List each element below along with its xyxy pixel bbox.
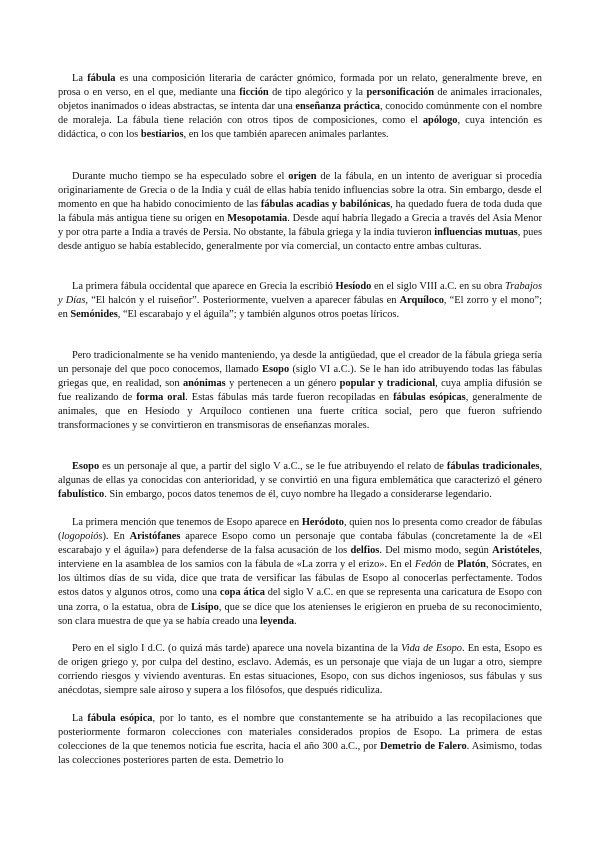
bold-term: ficción (239, 87, 269, 99)
bold-term: Mesopotamia (227, 213, 288, 225)
text-run: . Desde aquí habría llegado a Grecia a través del Asia Menor y por otra parte a India a través de Persia. No obstante, la fábula griega y la india tuvieron (58, 213, 542, 239)
bold-term: copa ática (219, 587, 265, 599)
bold-term: Platón (457, 559, 486, 571)
bold-term: Hesíodo (335, 281, 372, 292)
text-run: Durante mucho tiempo se ha especulado sobre el (72, 171, 289, 182)
bold-term: Esopo (72, 461, 100, 472)
italic-title: logopoiós (61, 531, 103, 543)
bold-term: Heródoto (301, 517, 344, 528)
text-run: , “El escarabajo y el águila”; y también algunos otros poetas líricos. (117, 309, 400, 321)
bold-term: delfios (350, 545, 380, 557)
bold-term: fábulas acadias y babilónicas (260, 199, 391, 211)
bold-term: Arquíloco (399, 295, 444, 307)
text-run: de tipo alegórico y la (268, 87, 367, 99)
bold-term: Demetrio de Falero (380, 741, 467, 753)
text-run: La primera mención que tenemos de Esopo aparece en (72, 517, 302, 528)
text-run: . Asimismo, todas las colecciones posteriores parten de esta. Demetrio lo (58, 741, 542, 767)
text-run: , generalmente de animales, que en Hesíodo y Arquíloco contienen una fuerte crítica social, pero que fueron sufriendo transformaciones y se convirtieron en transmisoras de enseñanzas morales. (58, 392, 543, 432)
paragraph-2 (58, 170, 542, 255)
text-run: y pertenecen a un género (225, 378, 340, 390)
text-run: , cuya intención es didáctica, o con los (58, 115, 542, 141)
text-run: , que se dice que los atenienses le erigieron en prueba de su reconocimiento, son clara muestra de que ya se había creado una (58, 601, 542, 627)
bold-term: Esopo (262, 364, 290, 376)
text-run: . Estas fábulas más tarde fueron recopiladas en (185, 392, 394, 404)
bold-term: fábula esópica (87, 713, 153, 724)
bold-term: Aristóteles (492, 545, 540, 557)
bold-term: Lisipo (191, 601, 219, 613)
text-run: de la fábula, en un intento de averiguar si procedía originariamente de Grecia o de la India y cuál de ellas había tenido influencias sobre la otra. Sin embargo, desde el momento en que ha habido conocimiento de las (58, 171, 542, 211)
paragraph-1 (58, 72, 542, 142)
bold-term: Aristófanes (129, 531, 181, 543)
text-run: , conocido comúnmente con el nombre de moraleja. La fábula tiene relación con otros tipos de composiciones, como el (58, 101, 542, 127)
text-run: , Sócrates, en los últimos días de su vida, dice que trata de versificar las fábulas de Esopo al conocerlas perfectamente. Todos estos datos y algunos otros, como una (58, 559, 542, 599)
text-run: aparece Esopo como un personaje que contaba fábulas (concretamente la de «El escarabajo y el águila») para defenderse de la falsa acusación de los (58, 531, 542, 557)
bold-term: influencias mutuas (434, 227, 518, 239)
bold-term: apólogo (422, 115, 458, 127)
text-run: , pues desde antiguo se había establecido, generalmente por vía comercial, un contacto entre ambas culturas. (58, 227, 542, 253)
bold-term: popular y tradicional (339, 378, 436, 390)
bold-term: anónimas (182, 378, 226, 390)
text-run: Pero en el siglo I d.C. (o quizá más tarde) aparece una novela bizantina de la (72, 643, 402, 654)
paragraph-4 (58, 349, 542, 434)
italic-title: Fedón (414, 559, 442, 571)
text-run: La (72, 713, 88, 724)
bold-term: forma oral (136, 392, 186, 404)
text-run: , cuya amplia difusión se fue realizando de (58, 378, 542, 404)
italic-title: Trabajos y Días (58, 281, 542, 307)
text-run: de (441, 559, 458, 571)
bold-term: origen (288, 171, 317, 182)
bold-term: leyenda (259, 615, 295, 627)
paragraph-8 (58, 712, 542, 768)
bold-term: bestiarios (140, 129, 184, 141)
text-run: es una composición literaria de carácter gnómico, formada por un relato, generalmente breve, en prosa o en verso, en el que, mediante una (58, 73, 542, 99)
italic-title: Vida de Esopo (401, 643, 462, 654)
text-run: en el siglo VIII a.C. en su obra (371, 281, 506, 292)
bold-term: Semónides (70, 309, 118, 321)
text-run: , “El halcón y el ruiseñor”. Posteriormente, vuelven a aparecer fábulas en (85, 295, 400, 307)
text-run: , ha quedado fuera de toda duda que la fábula más antigua tiene su origen en (58, 199, 542, 225)
text-run: , algunas de ellas ya conocidas con anterioridad, y se convirtió en una figura emblemática que caracterizó el género (58, 461, 542, 487)
text-run: del siglo V a.C. en que se representa una caricatura de Esopo con una zorra, o la estatua, obra de (58, 587, 542, 613)
text-run: es un personaje al que, a partir del siglo V a.C., se le fue atribuyendo el relato de (99, 461, 447, 472)
text-run: La primera fábula occidental que aparece en Grecia la escribió (72, 281, 336, 292)
text-run: Pero tradicionalmente se ha venido manteniendo, ya desde la antigüedad, que el creador de la fábula griega sería un personaje del que poco conocemos, llamado (58, 350, 542, 376)
text-run: , quien nos lo presenta como creador de fábulas ( (58, 517, 542, 543)
text-run: , por lo tanto, es el nombre que constantemente se ha atribuido a las recopilaciones que posteriormente formaron colecciones con materiales considerados propios de Esopo. La primera de estas colecciones de la que tenemos noticia fue escrita, hacia el año 300 a.C., por (58, 713, 543, 753)
text-run: . Del mismo modo, según (379, 545, 493, 557)
bold-term: fábula (87, 73, 116, 84)
text-run: . En esta, Esopo es de origen griego y, por culpa del destino, esclavo. Además, es un personaje que viaja de un lugar a otro, siempre corriendo riesgos y viviendo aventuras. En estas situaciones, Esopo, con sus dichos ingeniosos, sus fábulas y sus anécdotas, siempre sale airoso y supera a los filósofos, que después ridiculiza. (58, 643, 542, 697)
paragraph-7 (58, 642, 542, 698)
text-run: , en los que también aparecen animales parlantes. (183, 129, 389, 141)
text-run: . Sin embargo, pocos datos tenemos de él, cuyo nombre ha llegado a considerarse legendario. (104, 489, 492, 501)
text-run: . (294, 615, 297, 627)
text-run: , “El zorro y el mono”; en (58, 295, 542, 321)
bold-term: fabulístico (58, 489, 105, 501)
bold-term: fábulas tradicionales (446, 461, 540, 472)
paragraph-3 (58, 280, 542, 322)
paragraph-6 (58, 516, 542, 629)
bold-term: fábulas esópicas (393, 392, 466, 404)
text-run: , interviene en la asamblea de los samios con la fábula de «La zorra y el erizo». En el (58, 545, 542, 571)
text-run: ). En (102, 531, 130, 543)
paragraph-5 (58, 460, 542, 502)
text-run: de animales irracionales, objetos inanimados o ideas abstractas, se intenta dar una (58, 87, 542, 113)
bold-term: enseñanza práctica (295, 101, 380, 113)
text-run: La (72, 73, 88, 84)
text-run: (siglo VI a.C.). Se le han ido atribuyendo todas las fábulas griegas que, en realidad, son (58, 364, 542, 390)
bold-term: personificación (366, 87, 434, 99)
